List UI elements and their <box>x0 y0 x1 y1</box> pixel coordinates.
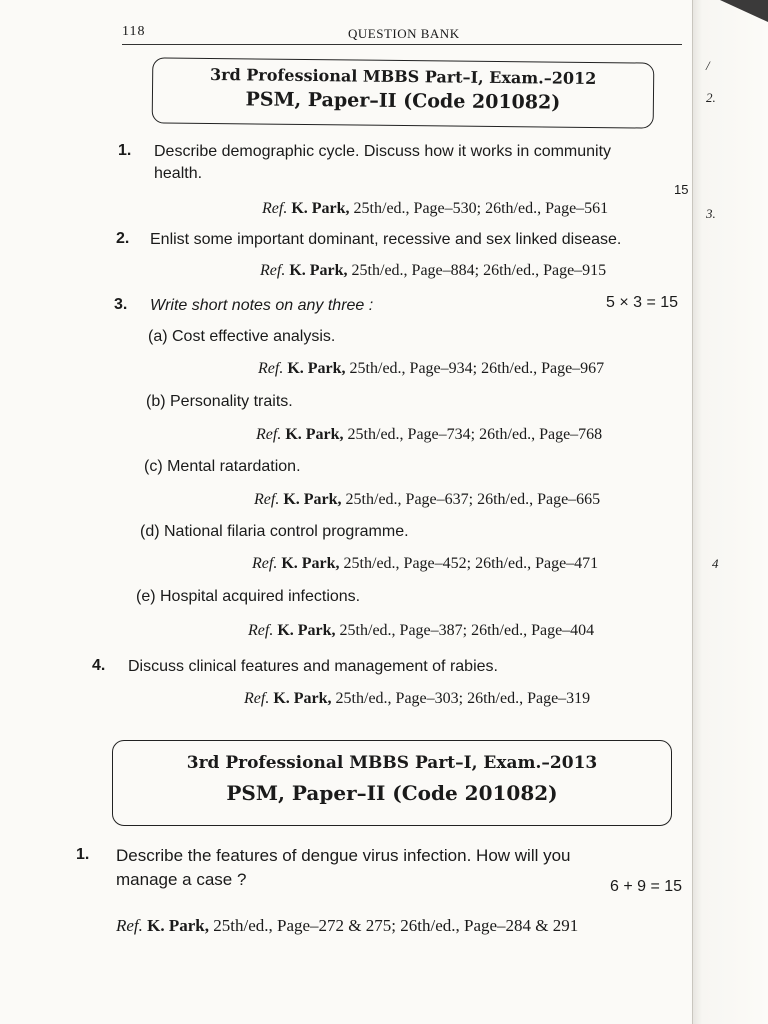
page-header <box>122 24 682 45</box>
ref-label: Ref. <box>248 622 274 639</box>
ref-label: Ref. <box>260 262 286 279</box>
question-text: Write short notes on any three : <box>150 297 374 314</box>
ref-label: Ref. <box>262 200 288 217</box>
book-page-edge <box>692 0 768 1024</box>
reference <box>258 360 604 378</box>
question-number: 4. <box>92 657 106 674</box>
ref-pages: 25th/ed., Page–734; 26th/ed., Page–768 <box>347 426 603 443</box>
reference <box>244 690 590 708</box>
ref-pages: 25th/ed., Page–452; 26th/ed., Page–471 <box>343 555 599 572</box>
sub-question: (d) National filaria control programme. <box>140 523 409 540</box>
exam-title: 3rd Professional MBBS Part–I, Exam.–2013 <box>186 753 598 773</box>
ref-author: K. Park, <box>285 426 344 443</box>
running-title: QUESTION BANK <box>348 26 460 41</box>
reference <box>256 426 602 444</box>
ref-author: K. Park, <box>273 690 332 707</box>
question-number: 1. <box>118 142 132 159</box>
ref-author: K. Park, <box>283 491 342 508</box>
question-text-cont: manage a case ? <box>116 870 247 889</box>
question-text: Enlist some important dominant, recessive and sex linked disease. <box>150 231 622 248</box>
sub-question: (a) Cost effective analysis. <box>148 328 336 345</box>
ref-label: Ref. <box>256 426 282 443</box>
exam-title: 3rd Professional MBBS Part–I, Exam.–2012 <box>209 64 597 89</box>
sub-question: (c) Mental ratardation. <box>144 458 301 475</box>
ref-pages: 25th/ed., Page–272 & 275; 26th/ed., Page–284 & 291 <box>213 916 579 935</box>
ref-label: Ref. <box>244 690 270 707</box>
ref-author: K. Park, <box>287 360 346 377</box>
question-text: Discuss clinical features and management of rabies. <box>128 658 498 675</box>
question-number: 2. <box>116 230 130 247</box>
paper-title: PSM, Paper–II (Code 201082) <box>226 781 558 805</box>
page-number: 118 <box>122 24 146 39</box>
question-text-cont: health. <box>154 165 203 182</box>
reference <box>262 200 608 218</box>
edge-mark: 3. <box>706 206 716 221</box>
marks: 5 × 3 = 15 <box>606 294 679 311</box>
ref-label: Ref. <box>254 491 280 508</box>
reference <box>252 555 598 573</box>
reference <box>248 622 594 640</box>
marks: 15 <box>674 182 689 197</box>
ref-author: K. Park, <box>147 916 210 935</box>
ref-author: K. Park, <box>291 200 350 217</box>
sub-question: (b) Personality traits. <box>146 393 293 410</box>
marks: 6 + 9 = 15 <box>610 878 683 895</box>
ref-pages: 25th/ed., Page–884; 26th/ed., Page–915 <box>351 262 607 279</box>
edge-mark: 2. <box>706 90 716 105</box>
ref-pages: 25th/ed., Page–637; 26th/ed., Page–665 <box>345 491 601 508</box>
ref-author: K. Park, <box>277 622 336 639</box>
sub-question: (e) Hospital acquired infections. <box>136 588 361 605</box>
ref-pages: 25th/ed., Page–530; 26th/ed., Page–561 <box>353 200 609 217</box>
question-text: Describe the features of dengue virus infection. How will you <box>116 846 571 865</box>
reference <box>254 491 600 509</box>
paper-title: PSM, Paper–II (Code 201082) <box>245 88 561 114</box>
exam-title-box <box>152 57 655 128</box>
ref-pages: 25th/ed., Page–934; 26th/ed., Page–967 <box>349 360 605 377</box>
ref-author: K. Park, <box>281 555 340 572</box>
ref-label: Ref. <box>252 555 278 572</box>
ref-pages: 25th/ed., Page–387; 26th/ed., Page–404 <box>339 622 595 639</box>
edge-mark: / <box>706 58 710 73</box>
reference <box>260 262 606 280</box>
ref-pages: 25th/ed., Page–303; 26th/ed., Page–319 <box>335 690 591 707</box>
edge-mark: 4 <box>712 556 719 571</box>
ref-label: Ref. <box>258 360 284 377</box>
question-number: 1. <box>76 846 90 863</box>
ref-label: Ref. <box>116 916 143 935</box>
page-corner <box>720 0 768 22</box>
reference <box>116 916 578 936</box>
exam-title-box <box>112 740 672 826</box>
question-text: Describe demographic cycle. Discuss how it works in community <box>154 143 612 160</box>
ref-author: K. Park, <box>289 262 348 279</box>
question-number: 3. <box>114 296 128 313</box>
